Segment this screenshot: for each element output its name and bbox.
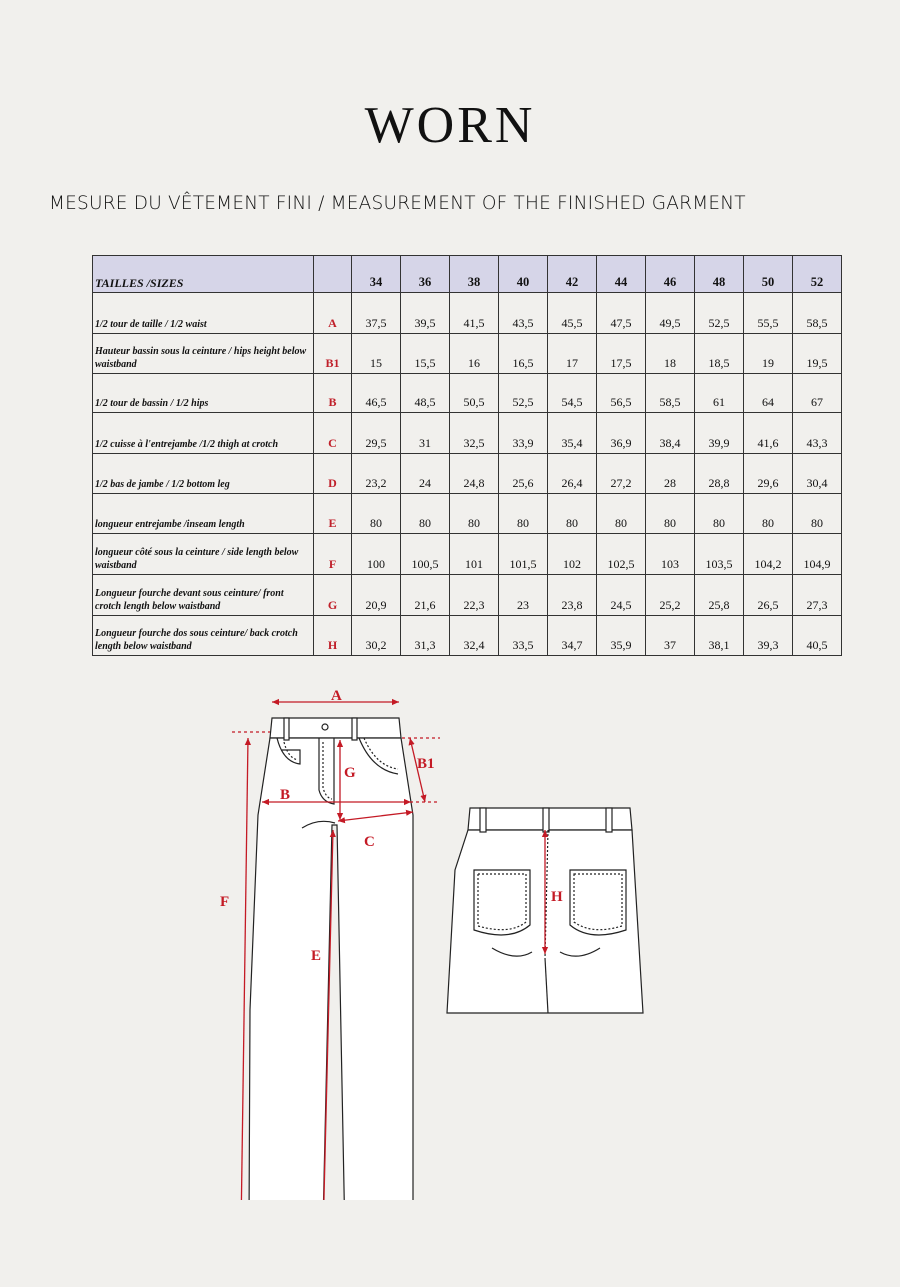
value-cell: 104,9 bbox=[793, 534, 842, 575]
value-cell: 80 bbox=[352, 494, 401, 534]
table-row bbox=[93, 616, 842, 656]
value-cell: 27,3 bbox=[793, 575, 842, 616]
label-g: G bbox=[344, 765, 356, 781]
size-table bbox=[92, 255, 842, 656]
value-cell: 35,9 bbox=[597, 616, 646, 656]
header-code-cell bbox=[314, 256, 352, 293]
value-cell: 40,5 bbox=[793, 616, 842, 656]
value-cell: 19 bbox=[744, 334, 793, 374]
label-a: A bbox=[331, 688, 342, 704]
value-cell: 102,5 bbox=[597, 534, 646, 575]
brand-logo: WORN bbox=[364, 97, 536, 154]
label-h: H bbox=[551, 889, 563, 905]
row-label: longueur entrejambe /inseam length bbox=[93, 494, 314, 534]
value-cell: 17 bbox=[548, 334, 597, 374]
row-label: 1/2 tour de taille / 1/2 waist bbox=[93, 293, 314, 334]
value-cell: 67 bbox=[793, 374, 842, 413]
header-sizes-label: TAILLES /SIZES bbox=[93, 256, 314, 293]
value-cell: 20,9 bbox=[352, 575, 401, 616]
value-cell: 80 bbox=[695, 494, 744, 534]
size-header-44: 44 bbox=[597, 256, 646, 293]
table-row bbox=[93, 293, 842, 334]
row-code: A bbox=[314, 293, 352, 334]
value-cell: 33,5 bbox=[499, 616, 548, 656]
value-cell: 80 bbox=[548, 494, 597, 534]
value-cell: 101,5 bbox=[499, 534, 548, 575]
value-cell: 102 bbox=[548, 534, 597, 575]
row-code: B bbox=[314, 374, 352, 413]
size-header-50: 50 bbox=[744, 256, 793, 293]
value-cell: 39,3 bbox=[744, 616, 793, 656]
value-cell: 16,5 bbox=[499, 334, 548, 374]
value-cell: 25,2 bbox=[646, 575, 695, 616]
value-cell: 80 bbox=[744, 494, 793, 534]
value-cell: 37,5 bbox=[352, 293, 401, 334]
row-label: Longueur fourche dos sous ceinture/ back crotch length below waistband bbox=[93, 616, 314, 656]
row-code: E bbox=[314, 494, 352, 534]
value-cell: 61 bbox=[695, 374, 744, 413]
row-label: 1/2 bas de jambe / 1/2 bottom leg bbox=[93, 454, 314, 494]
row-code: G bbox=[314, 575, 352, 616]
row-code: C bbox=[314, 413, 352, 454]
value-cell: 34,7 bbox=[548, 616, 597, 656]
value-cell: 38,1 bbox=[695, 616, 744, 656]
value-cell: 29,6 bbox=[744, 454, 793, 494]
value-cell: 104,2 bbox=[744, 534, 793, 575]
value-cell: 100 bbox=[352, 534, 401, 575]
row-label: 1/2 tour de bassin / 1/2 hips bbox=[93, 374, 314, 413]
value-cell: 48,5 bbox=[401, 374, 450, 413]
value-cell: 101 bbox=[450, 534, 499, 575]
table-row bbox=[93, 494, 842, 534]
value-cell: 18 bbox=[646, 334, 695, 374]
value-cell: 52,5 bbox=[695, 293, 744, 334]
value-cell: 45,5 bbox=[548, 293, 597, 334]
value-cell: 24,8 bbox=[450, 454, 499, 494]
value-cell: 25,8 bbox=[695, 575, 744, 616]
value-cell: 35,4 bbox=[548, 413, 597, 454]
value-cell: 30,4 bbox=[793, 454, 842, 494]
value-cell: 26,5 bbox=[744, 575, 793, 616]
value-cell: 50,5 bbox=[450, 374, 499, 413]
table-row bbox=[93, 413, 842, 454]
table-row bbox=[93, 454, 842, 494]
value-cell: 28,8 bbox=[695, 454, 744, 494]
value-cell: 32,5 bbox=[450, 413, 499, 454]
row-code: B1 bbox=[314, 334, 352, 374]
value-cell: 18,5 bbox=[695, 334, 744, 374]
label-b: B bbox=[280, 787, 291, 803]
value-cell: 80 bbox=[499, 494, 548, 534]
value-cell: 41,5 bbox=[450, 293, 499, 334]
value-cell: 27,2 bbox=[597, 454, 646, 494]
value-cell: 21,6 bbox=[401, 575, 450, 616]
value-cell: 36,9 bbox=[597, 413, 646, 454]
table-row bbox=[93, 334, 842, 374]
size-header-42: 42 bbox=[548, 256, 597, 293]
pants-diagram bbox=[0, 680, 900, 1200]
value-cell: 28 bbox=[646, 454, 695, 494]
size-header-48: 48 bbox=[695, 256, 744, 293]
value-cell: 23,2 bbox=[352, 454, 401, 494]
value-cell: 33,9 bbox=[499, 413, 548, 454]
page-subtitle: MESURE DU VÊTEMENT FINI / MEASUREMENT OF THE FINISHED GARMENT bbox=[49, 193, 746, 214]
row-label: Longueur fourche devant sous ceinture/ front crotch length below waistband bbox=[93, 575, 314, 616]
value-cell: 46,5 bbox=[352, 374, 401, 413]
size-header-46: 46 bbox=[646, 256, 695, 293]
table-row bbox=[93, 575, 842, 616]
value-cell: 23,8 bbox=[548, 575, 597, 616]
row-code: H bbox=[314, 616, 352, 656]
table-header-row bbox=[93, 256, 842, 293]
value-cell: 39,5 bbox=[401, 293, 450, 334]
value-cell: 58,5 bbox=[646, 374, 695, 413]
value-cell: 15,5 bbox=[401, 334, 450, 374]
size-header-40: 40 bbox=[499, 256, 548, 293]
value-cell: 80 bbox=[597, 494, 646, 534]
value-cell: 43,3 bbox=[793, 413, 842, 454]
label-b1: B1 bbox=[417, 756, 435, 772]
label-f: F bbox=[220, 894, 230, 910]
size-header-38: 38 bbox=[450, 256, 499, 293]
value-cell: 31,3 bbox=[401, 616, 450, 656]
row-code: D bbox=[314, 454, 352, 494]
value-cell: 38,4 bbox=[646, 413, 695, 454]
value-cell: 15 bbox=[352, 334, 401, 374]
table-row bbox=[93, 374, 842, 413]
value-cell: 80 bbox=[401, 494, 450, 534]
row-label: longueur côté sous la ceinture / side length below waistband bbox=[93, 534, 314, 575]
size-header-34: 34 bbox=[352, 256, 401, 293]
value-cell: 55,5 bbox=[744, 293, 793, 334]
front-pants-drawing bbox=[248, 718, 413, 1200]
value-cell: 17,5 bbox=[597, 334, 646, 374]
value-cell: 103 bbox=[646, 534, 695, 575]
value-cell: 32,4 bbox=[450, 616, 499, 656]
row-label: Hauteur bassin sous la ceinture / hips height below waistband bbox=[93, 334, 314, 374]
value-cell: 80 bbox=[450, 494, 499, 534]
value-cell: 100,5 bbox=[401, 534, 450, 575]
value-cell: 80 bbox=[646, 494, 695, 534]
size-header-52: 52 bbox=[793, 256, 842, 293]
label-c: C bbox=[364, 834, 375, 850]
label-e: E bbox=[311, 948, 322, 964]
value-cell: 16 bbox=[450, 334, 499, 374]
value-cell: 22,3 bbox=[450, 575, 499, 616]
value-cell: 23 bbox=[499, 575, 548, 616]
value-cell: 103,5 bbox=[695, 534, 744, 575]
value-cell: 80 bbox=[793, 494, 842, 534]
row-code: F bbox=[314, 534, 352, 575]
value-cell: 49,5 bbox=[646, 293, 695, 334]
value-cell: 37 bbox=[646, 616, 695, 656]
value-cell: 31 bbox=[401, 413, 450, 454]
table-row bbox=[93, 534, 842, 575]
value-cell: 24 bbox=[401, 454, 450, 494]
size-header-36: 36 bbox=[401, 256, 450, 293]
value-cell: 64 bbox=[744, 374, 793, 413]
value-cell: 56,5 bbox=[597, 374, 646, 413]
row-label: 1/2 cuisse à l'entrejambe /1/2 thigh at crotch bbox=[93, 413, 314, 454]
value-cell: 24,5 bbox=[597, 575, 646, 616]
value-cell: 39,9 bbox=[695, 413, 744, 454]
value-cell: 58,5 bbox=[793, 293, 842, 334]
value-cell: 30,2 bbox=[352, 616, 401, 656]
value-cell: 54,5 bbox=[548, 374, 597, 413]
value-cell: 52,5 bbox=[499, 374, 548, 413]
value-cell: 25,6 bbox=[499, 454, 548, 494]
value-cell: 19,5 bbox=[793, 334, 842, 374]
value-cell: 41,6 bbox=[744, 413, 793, 454]
value-cell: 26,4 bbox=[548, 454, 597, 494]
value-cell: 43,5 bbox=[499, 293, 548, 334]
value-cell: 47,5 bbox=[597, 293, 646, 334]
value-cell: 29,5 bbox=[352, 413, 401, 454]
